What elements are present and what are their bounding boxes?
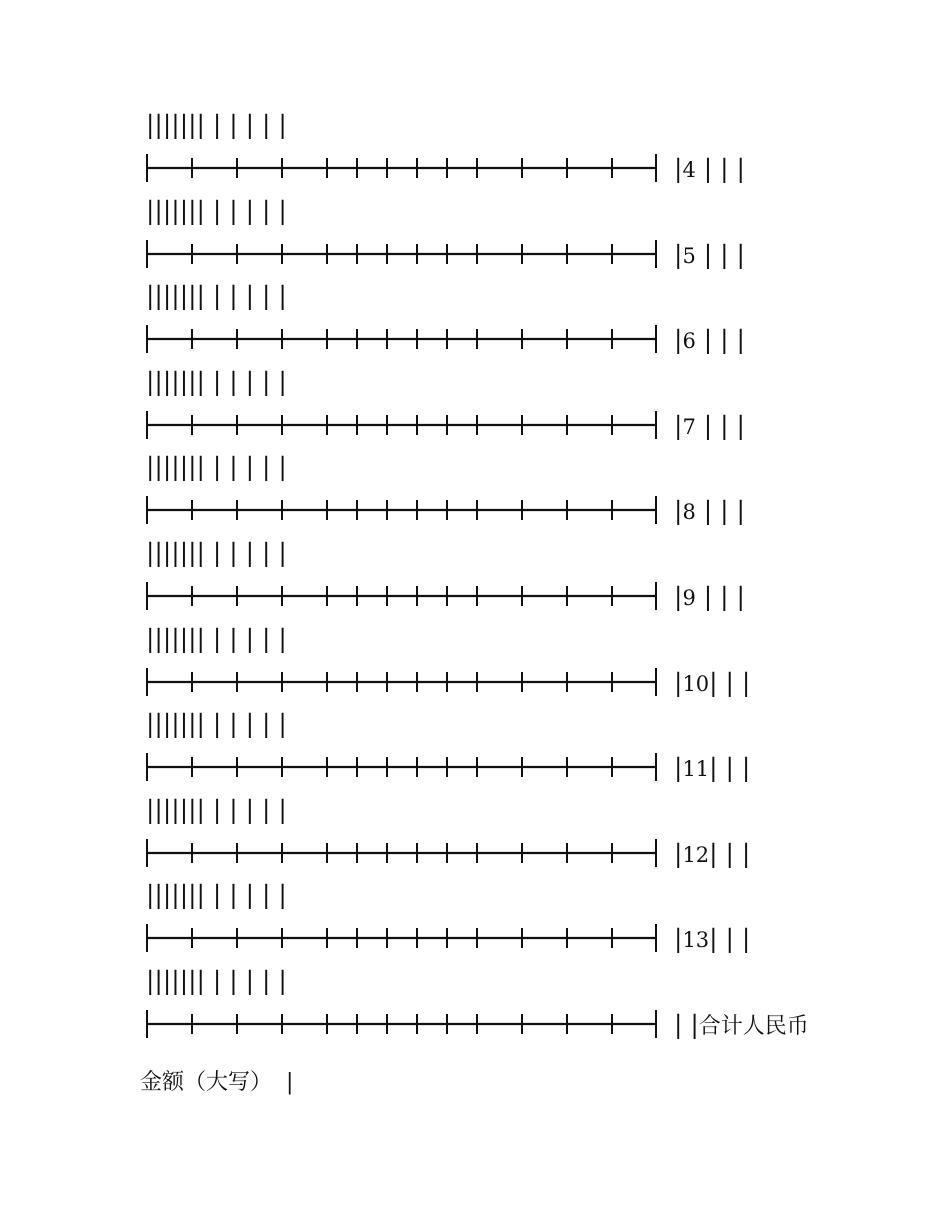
amount-in-words-line [140,1065,293,1101]
total-row-cell [674,1008,809,1042]
row-tail-bars: | | | [709,753,751,782]
bar-line: ||||||| | | | | | [146,538,287,567]
row-number: 10 [682,672,710,696]
row-number: 11 [682,757,710,781]
bar-line: ||||||| | | | | | [146,110,287,139]
row-number: 9 [682,586,696,610]
row-divider: | [674,240,683,269]
row-tail-bars: | | | [709,668,751,697]
bar-line: ||||||| | | | | | [146,966,287,995]
row-tail-bars: | | | [695,411,745,440]
bar-line: ||||||| | | | | | [146,624,287,653]
amount-in-words-label: 金额（大写） [140,1070,273,1095]
row-divider: | [674,411,683,440]
row-number: 12 [682,843,710,867]
total-rmb-label: 合计人民币 [698,1014,809,1039]
row-number-cell [674,409,745,443]
row-tail-bars: | | | [695,154,745,183]
row-number-cell [674,152,745,186]
bar-line: ||||||| | | | | | [146,880,287,909]
row-number: 5 [682,244,696,268]
row-number: 6 [682,329,696,353]
row-divider: | [674,154,683,183]
total-row-divider: | | [674,1010,699,1039]
row-divider: | [674,582,683,611]
row-divider: | [674,668,683,697]
bar-line: ||||||| | | | | | [146,795,287,824]
row-divider: | [674,924,683,953]
row-divider: | [674,496,683,525]
row-number: 7 [682,415,696,439]
row-number-cell [674,238,745,272]
bar-line: ||||||| | | | | | [146,709,287,738]
row-tail-bars: | | | [695,240,745,269]
row-number-cell [674,494,745,528]
bar-line: ||||||| | | | | | [146,452,287,481]
row-number: 8 [682,500,696,524]
row-tail-bars: | | | [695,325,745,354]
bar-line: ||||||| | | | | | [146,196,287,225]
row-tail-bars: | | | [709,924,751,953]
row-number-cell [674,666,750,700]
row-number-cell [674,922,750,956]
row-tail-bars: | | | [695,582,745,611]
row-number: 4 [682,158,696,182]
row-number-cell [674,837,750,871]
bar-line: ||||||| | | | | | [146,281,287,310]
amount-in-words-bar: | [272,1070,294,1095]
bar-line: ||||||| | | | | | [146,367,287,396]
row-divider: | [674,325,683,354]
row-number: 13 [682,928,710,952]
row-number-cell [674,323,745,357]
row-number-cell [674,751,750,785]
row-divider: | [674,839,683,868]
row-tail-bars: | | | [709,839,751,868]
row-tail-bars: | | | [695,496,745,525]
row-number-cell [674,580,745,614]
row-divider: | [674,753,683,782]
